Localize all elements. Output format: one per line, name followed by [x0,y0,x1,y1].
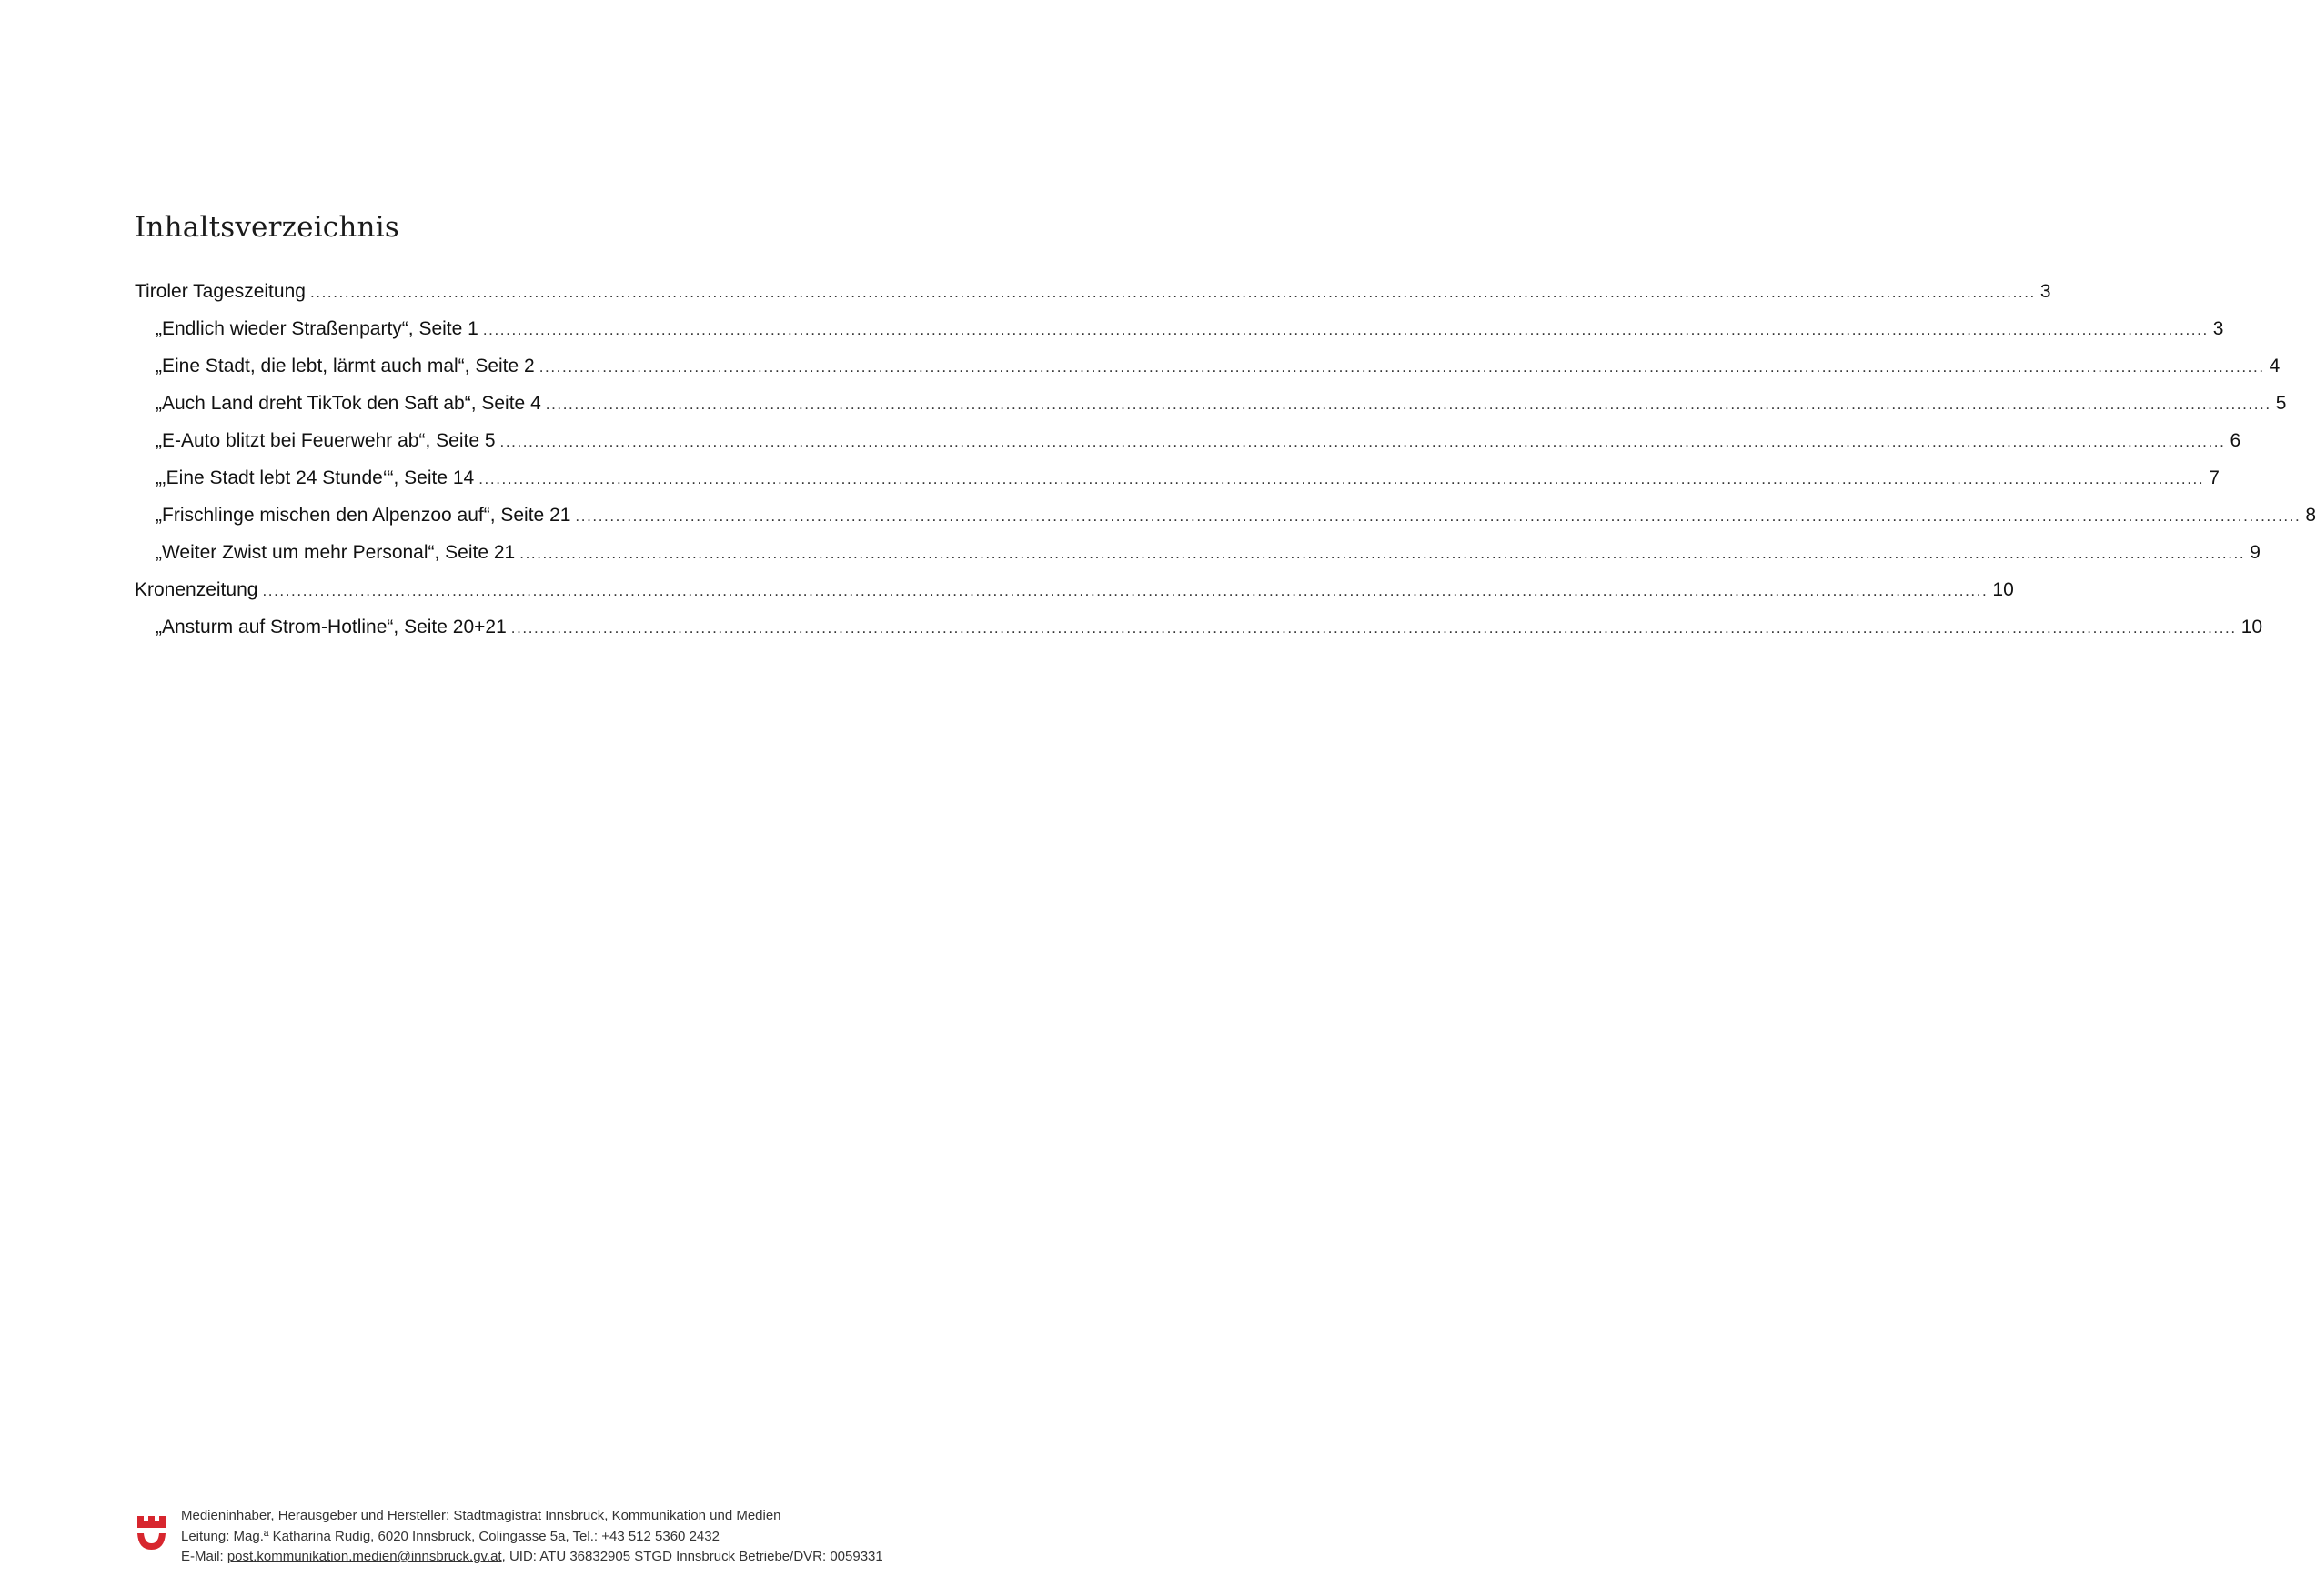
toc-entry[interactable] [135,612,2263,649]
toc-entry-text: „Endlich wieder Straßenparty“, Seite 1 [156,318,478,339]
page-footer [136,1506,992,1577]
footer-uid: , UID: ATU 36832905 STGD Innsbruck Betriebe/DVR: 0059331 [501,1549,883,1564]
toc-entry-text: „Frischlinge mischen den Alpenzoo auf“, Seite 21 [156,505,571,526]
toc-entry[interactable] [135,500,2316,537]
footer-line-management: Leitung: Mag.ª Katharina Rudig, 6020 Innsbruck, Colingasse 5a, Tel.: +43 512 5360 2432 [181,1528,720,1544]
toc-entry-page: 3 [2212,318,2224,339]
toc-title: Inhaltsverzeichnis [135,211,399,244]
toc-entry-page: 9 [2250,542,2261,563]
footer-imprint [181,1506,883,1568]
toc-dot-leader: ............................................................................................................................................................................................................................................................................................................ [539,358,2265,376]
footer-email-link[interactable]: post.kommunikation.medien@innsbruck.gv.at [227,1549,502,1564]
toc-entry[interactable] [135,351,2281,388]
toc-entry-text: „E-Auto blitzt bei Feuerwehr ab“, Seite 5 [156,430,496,451]
toc-entry-text: „‚Eine Stadt lebt 24 Stunde‘“, Seite 14 [156,467,475,488]
toc-dot-leader: ............................................................................................................................................................................................................................................................................................................ [482,321,2209,338]
toc-dot-leader: ............................................................................................................................................................................................................................................................................................................ [499,433,2226,450]
toc-entry-text: „Eine Stadt, die lebt, lärmt auch mal“, Seite 2 [156,356,535,376]
toc-dot-leader: ............................................................................................................................................................................................................................................................................................................ [478,470,2205,487]
innsbruck-city-logo-icon [136,1513,166,1551]
toc-entry-text: „Weiter Zwist um mehr Personal“, Seite 21 [156,542,516,563]
toc-entry[interactable] [135,575,2014,612]
toc-entry[interactable] [135,426,2241,463]
toc-dot-leader: ............................................................................................................................................................................................................................................................................................................ [510,619,2237,637]
toc-entry-page: 10 [1992,579,2014,600]
toc-entry[interactable] [135,537,2261,575]
toc-dot-leader: ............................................................................................................................................................................................................................................................................................................ [545,396,2271,413]
toc-dot-leader: ............................................................................................................................................................................................................................................................................................................ [262,582,1989,599]
toc-entry-page: 4 [2269,356,2281,376]
toc-dot-leader: ............................................................................................................................................................................................................................................................................................................ [575,507,2301,525]
toc-entry-text: Kronenzeitung [135,579,258,600]
footer-line-publisher: Medieninhaber, Herausgeber und Hersteller: Stadtmagistrat Innsbruck, Kommunikation und Medien [181,1508,781,1523]
toc-entry-page: 5 [2275,393,2287,414]
toc-dot-leader: ............................................................................................................................................................................................................................................................................................................ [309,284,2036,301]
toc-entry-text: „Auch Land dreht TikTok den Saft ab“, Seite 4 [156,393,541,414]
footer-line-contact [181,1547,883,1568]
toc-entry-page: 8 [2305,505,2316,526]
toc-dot-leader: ............................................................................................................................................................................................................................................................................................................ [519,545,2246,562]
toc-entry-page: 6 [2230,430,2241,451]
toc-entry-text: „Ansturm auf Strom-Hotline“, Seite 20+21 [156,617,507,637]
table-of-contents [135,276,2316,649]
toc-entry[interactable] [135,463,2220,500]
toc-entry[interactable] [135,276,2051,314]
toc-entry-page: 10 [2240,617,2263,637]
toc-entry-page: 7 [2209,467,2220,488]
footer-email-label: E-Mail: [181,1549,227,1564]
toc-entry-page: 3 [2039,281,2051,302]
toc-entry[interactable] [135,388,2287,426]
toc-entry[interactable] [135,314,2224,351]
toc-entry-text: Tiroler Tageszeitung [135,281,306,302]
